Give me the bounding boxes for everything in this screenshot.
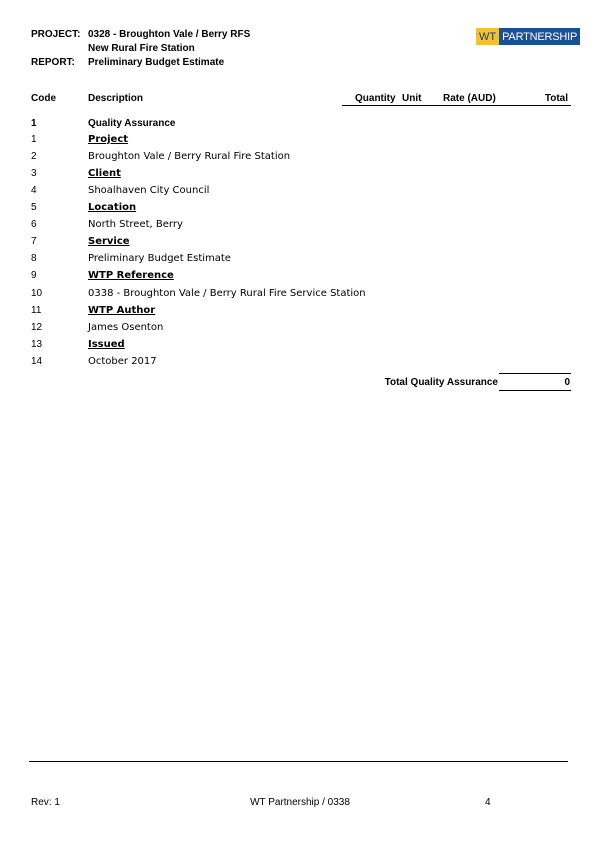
row-description: Location [88,202,137,213]
row-code: 10 [31,288,43,299]
project-label: PROJECT: [31,29,81,40]
row-description: North Street, Berry [88,219,183,230]
row-code: 1 [31,134,37,145]
table-row [0,270,599,287]
row-code: 12 [31,322,43,333]
table-row [0,219,599,236]
column-header-unit: Unit [402,93,422,104]
column-header-rate: Rate (AUD) [443,93,496,104]
row-code: 4 [31,185,37,196]
total-bottom-rule [499,390,571,391]
row-description: Broughton Vale / Berry Rural Fire Station [88,151,291,162]
page-number: 4 [485,797,491,808]
column-header-quantity: Quantity [355,93,396,104]
project-name: 0328 - Broughton Vale / Berry RFS [88,29,251,40]
total-top-rule [499,373,571,374]
row-description: WTP Reference [88,270,174,281]
row-code: 14 [31,356,43,367]
footer-center: WT Partnership / 0338 [250,797,350,808]
table-row [0,356,599,373]
total-label: Total Quality Assurance [384,377,498,388]
table-row [0,253,599,270]
header-rule [342,105,571,106]
column-header-code: Code [31,93,56,104]
row-description: Client [88,168,121,179]
row-code: 2 [31,151,37,162]
logo-partnership: PARTNERSHIP [499,28,580,45]
project-subtitle: New Rural Fire Station [88,43,195,54]
row-code: 5 [31,202,37,213]
table-row [0,339,599,356]
row-description: Service [88,236,130,247]
row-description: Shoalhaven City Council [88,185,210,196]
table-row [0,202,599,219]
row-code: 13 [31,339,43,350]
row-code: 1 [31,118,37,129]
row-code: 3 [31,168,37,179]
row-description: Project [88,134,129,145]
table-row [0,134,599,151]
total-value: 0 [564,377,570,388]
row-code: 11 [31,305,42,316]
company-logo [476,28,580,45]
row-description: October 2017 [88,356,157,367]
table-row [0,185,599,202]
report-title: Preliminary Budget Estimate [88,57,225,68]
row-description: Preliminary Budget Estimate [88,253,231,264]
row-code: 8 [31,253,37,264]
footer-revision: Rev: 1 [31,797,60,808]
table-row [0,288,599,305]
logo-wt: WT [476,28,499,45]
row-description: WTP Author [88,305,156,316]
footer-rule [29,761,568,762]
table-row [0,168,599,185]
table-row [0,236,599,253]
column-header-description: Description [88,93,144,104]
row-code: 9 [31,270,37,281]
table-row [0,305,599,322]
table-row [0,151,599,168]
row-description: Issued [88,339,125,350]
row-description: James Osenton [88,322,164,333]
table-row [0,118,599,135]
row-description: 0338 - Broughton Vale / Berry Rural Fire Service Station [88,288,366,299]
report-label: REPORT: [31,57,75,68]
row-code: 6 [31,219,37,230]
column-header-total: Total [544,93,568,104]
row-description: Quality Assurance [88,118,176,129]
row-code: 7 [31,236,37,247]
table-row [0,322,599,339]
